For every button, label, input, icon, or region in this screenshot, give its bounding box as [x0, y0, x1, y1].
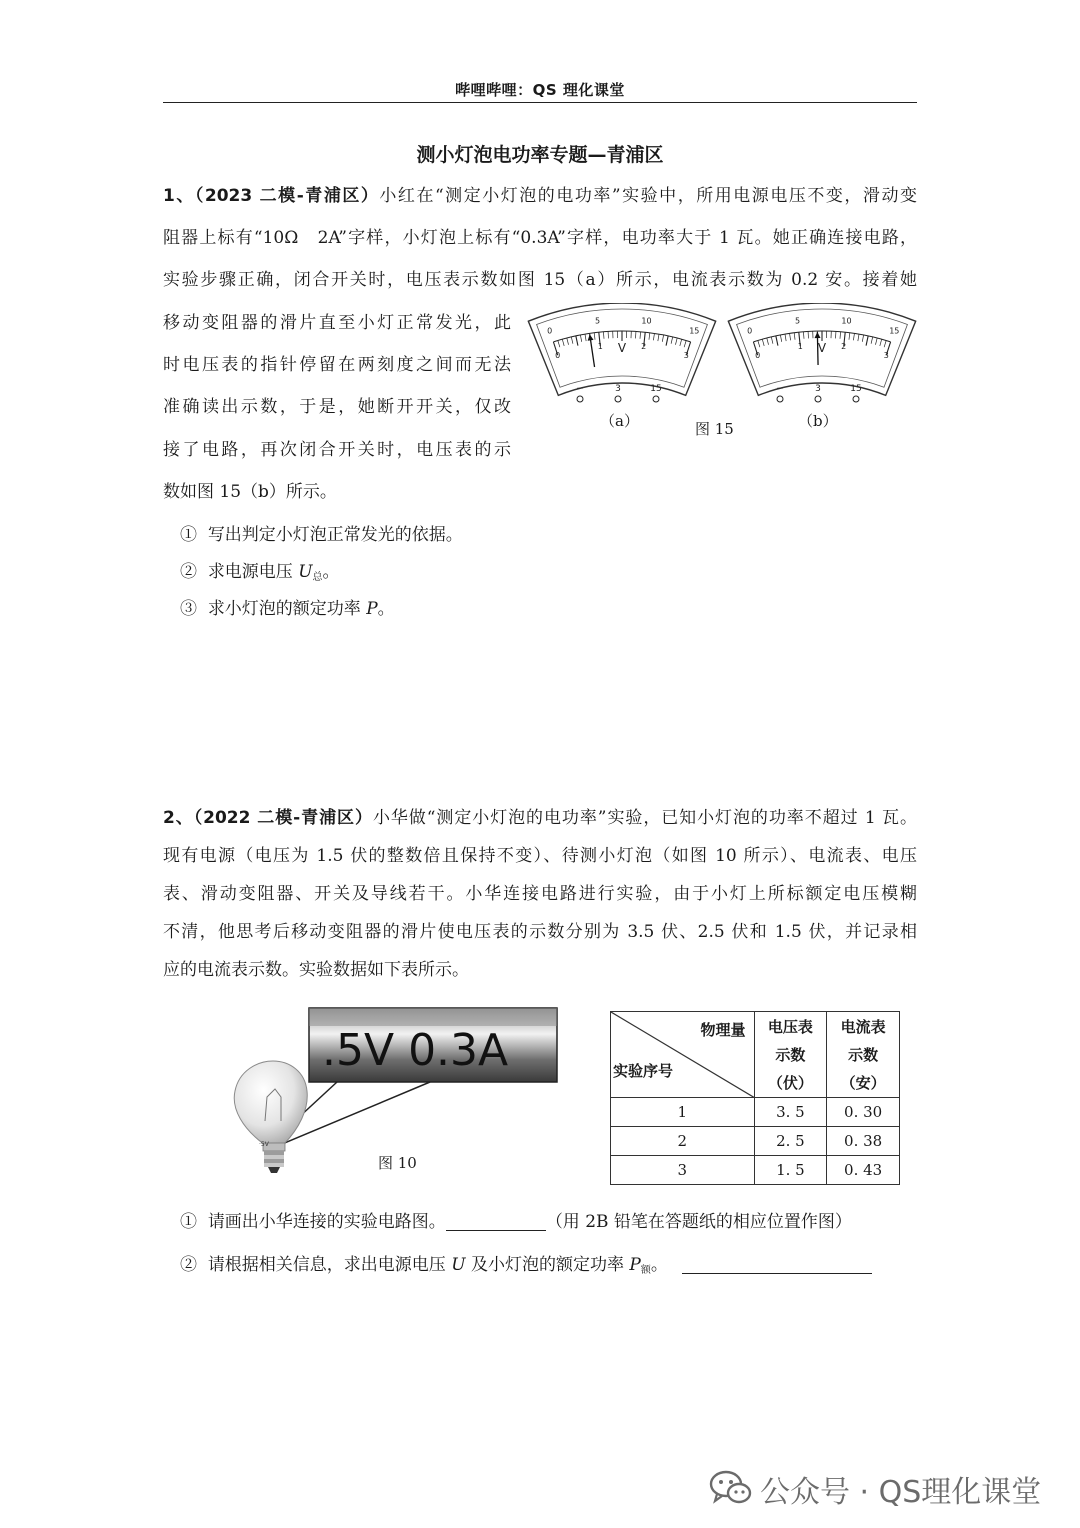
- upper-scale-label: 15: [889, 326, 900, 336]
- corner-bottom-label: 实验序号: [613, 1062, 674, 1080]
- q1-line-2: 阻器上标有“10Ω 2A”字样，小灯泡上标有“0.3A”字样，电功率大于 1 瓦。她正确连接电路，: [163, 228, 917, 248]
- q1-line-6: 准确读出示数，于是，她断开开关，仅改: [163, 397, 511, 417]
- unit-label: V: [817, 341, 827, 355]
- lower-scale-label: 1: [797, 342, 803, 352]
- lower-scale-label: 1: [597, 342, 603, 352]
- q2-line-5: 应的电流表示数。实验数据如下表所示。: [163, 960, 469, 980]
- header-voltage: 电压表 示数 （伏）: [754, 1012, 827, 1098]
- answer-blank-1[interactable]: [446, 1212, 546, 1231]
- lower-scale-label: 0: [555, 351, 561, 361]
- upper-scale-label: 5: [594, 316, 601, 326]
- cell-current: 0. 43: [827, 1156, 900, 1185]
- q2-tag: 2、（2022 二模-青浦区）: [163, 808, 373, 828]
- lower-scale-label: 2: [841, 342, 847, 352]
- upper-scale-label: 5: [794, 316, 801, 326]
- cell-trial: 3: [611, 1156, 755, 1185]
- bulb-mark: ·5V: [259, 1141, 269, 1148]
- terminal: [777, 396, 783, 402]
- voltmeter-b: [728, 303, 915, 402]
- lower-scale-label: 3: [683, 351, 689, 361]
- upper-scale-label: 10: [641, 316, 652, 326]
- terminal: [815, 396, 821, 402]
- corner-top-label: 物理量: [700, 1021, 746, 1039]
- q1-line-3: 实验步骤正确，闭合开关时，电压表示数如图 15（a）所示，电流表示数为 0.2 安。接着她: [163, 270, 917, 290]
- voltmeter-a: [528, 303, 715, 402]
- page-header: 哔哩哔哩：QS 理化课堂: [455, 81, 625, 99]
- wechat-icon: [708, 1468, 754, 1508]
- terminal-label: −: [776, 384, 784, 394]
- cell-voltage: 3. 5: [754, 1098, 827, 1127]
- terminal-label: 3: [615, 384, 621, 394]
- lower-scale-label: 3: [883, 351, 889, 361]
- cell-voltage: 1. 5: [754, 1156, 827, 1185]
- q2-item-1: ① 请画出小华连接的实验电路图。 （用 2B 铅笔在答题纸的相应位置作图）: [180, 1212, 852, 1232]
- terminal-label: 3: [815, 384, 821, 394]
- figure-15-panel-a-label: （a）: [600, 412, 639, 430]
- q1-line-4: 移动变阻器的滑片直至小灯正常发光，此: [163, 313, 511, 333]
- q2-item-2: ② 请根据相关信息，求出电源电压 U 及小灯泡的额定功率 $P_额$。: [180, 1252, 872, 1278]
- lower-scale-label: 2: [641, 342, 647, 352]
- table-row: [611, 1098, 900, 1127]
- q1-item-1: ① 写出判定小灯泡正常发光的依据。: [180, 525, 463, 545]
- table-corner-cell: [611, 1012, 755, 1098]
- document-title: 测小灯泡电功率专题—青浦区: [416, 144, 664, 166]
- q1-line-1: 1、（2023 二模-青浦区）小红在“测定小灯泡的电功率”实验中，所用电源电压不变，滑动变: [163, 186, 917, 206]
- label-photo-text: .5V 0.3A: [322, 1025, 509, 1076]
- terminal-label: −: [576, 384, 584, 394]
- q1-item-3: ③ 求小灯泡的额定功率 P。: [180, 599, 395, 619]
- q2-line-4: 不清，他思考后移动变阻器的滑片使电压表的示数分别为 3.5 伏、2.5 伏和 1.5 伏，并记录相: [163, 922, 917, 942]
- terminal: [577, 396, 583, 402]
- q2-line-2: 现有电源（电压为 1.5 伏的整数倍且保持不变）、待测小灯泡（如图 10 所示）、电流表、电压: [163, 846, 917, 866]
- header-rule: [163, 102, 917, 103]
- table-row: [611, 1127, 900, 1156]
- q2-line-1: 2、（2022 二模-青浦区）小华做“测定小灯泡的电功率”实验，已知小灯泡的功率不超过 1 瓦。: [163, 808, 917, 828]
- upper-scale-label: 0: [747, 326, 753, 336]
- terminal-label: 15: [650, 384, 662, 394]
- upper-scale-label: 15: [689, 326, 700, 336]
- q1-line-5: 时电压表的指针停留在两刻度之间而无法: [163, 355, 511, 375]
- answer-blank-2[interactable]: [682, 1255, 872, 1274]
- terminal: [653, 396, 659, 402]
- figure-15-caption: 图 15: [695, 420, 734, 438]
- q2-line-3: 表、滑动变阻器、开关及导线若干。小华连接电路进行实验，由于小灯上所标额定电压模糊: [163, 884, 917, 904]
- table-row: [611, 1156, 900, 1185]
- header-current: 电流表 示数 （安）: [827, 1012, 900, 1098]
- cell-current: 0. 30: [827, 1098, 900, 1127]
- q1-item-2: ② 求电源电压 $U_总$。: [180, 562, 340, 583]
- watermark-text: 公众号 · QS理化课堂: [760, 1475, 1042, 1510]
- terminal: [853, 396, 859, 402]
- data-table: [610, 1011, 900, 1185]
- terminal-label: 15: [850, 384, 862, 394]
- lower-scale-label: 0: [755, 351, 761, 361]
- q1-line-7: 接了电路，再次闭合开关时，电压表的示: [163, 440, 511, 460]
- cell-voltage: 2. 5: [754, 1127, 827, 1156]
- q1-tag: 1、（2023 二模-青浦区）: [163, 186, 380, 206]
- figure-10-caption: 图 10: [378, 1154, 417, 1172]
- upper-scale-label: 0: [547, 326, 553, 336]
- figure-15-panel-b-label: （b）: [798, 412, 838, 430]
- unit-label: V: [617, 341, 627, 355]
- cell-trial: 1: [611, 1098, 755, 1127]
- cell-trial: 2: [611, 1127, 755, 1156]
- cell-current: 0. 38: [827, 1127, 900, 1156]
- table-header-row: [611, 1012, 900, 1098]
- terminal: [615, 396, 621, 402]
- q1-line-8: 数如图 15（b）所示。: [163, 482, 337, 502]
- bulb-glass: [234, 1061, 307, 1145]
- upper-scale-label: 10: [841, 316, 852, 326]
